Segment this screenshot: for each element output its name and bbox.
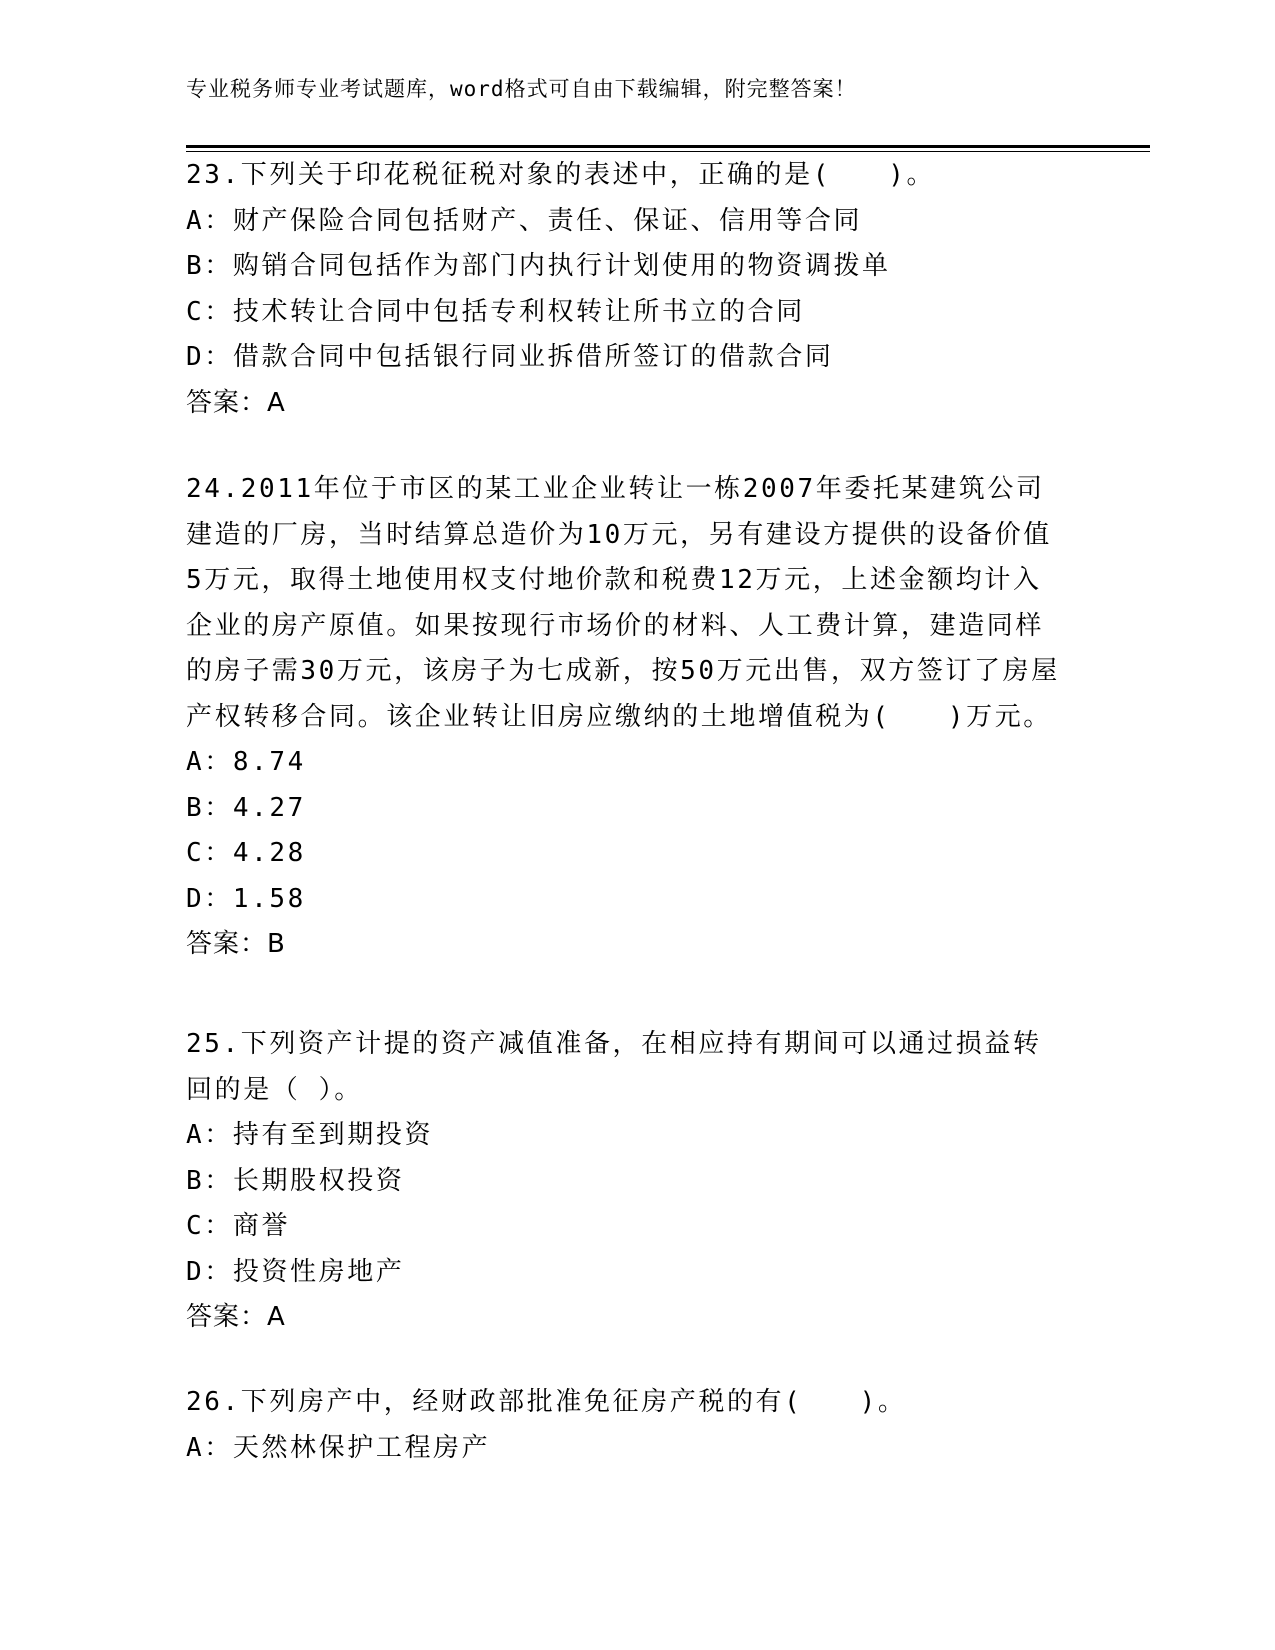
option-d: D：投资性房地产 <box>186 1256 405 1287</box>
answer-line: 答案：B <box>186 929 286 959</box>
option-d: D：1.58 <box>186 883 306 914</box>
question-24 <box>186 467 1070 968</box>
option-b: B：长期股权投资 <box>186 1165 405 1196</box>
option-b: B：4.27 <box>186 792 306 823</box>
page-header: 专业税务师专业考试题库，word格式可自由下载编辑，附完整答案！ <box>186 77 857 101</box>
option-b: B：购销合同包括作为部门内执行计划使用的物资调拨单 <box>186 251 891 281</box>
header-divider-thick <box>186 145 1150 148</box>
option-c: C：技术转让合同中包括专利权转让所书立的合同 <box>186 296 805 327</box>
option-d: D：借款合同中包括银行同业拆借所签订的借款合同 <box>186 342 834 372</box>
option-a: A：8.74 <box>186 747 306 777</box>
question-stem: 24.2011年位于市区的某工业企业转让一栋2007年委托某建筑公司建造的厂房，当时结算总造价为10万元，另有建设方提供的设备价值5万元，取得土地使用权支付地价款和税费12万元，上述金额均计入企业的房产原值。如果按现行市场价的材料、人工费计算，建造同样的房子需30万元，该房子为七成新，按50万元出售，双方签订了房屋产权转移合同。该企业转让旧房应缴纳的土地增值税为( )万元。 <box>186 474 1060 732</box>
question-stem: 25.下列资产计提的资产减值准备，在相应持有期间可以通过损益转回的是（ ）。 <box>186 1029 1042 1105</box>
option-a: A：持有至到期投资 <box>186 1120 434 1150</box>
option-a: A：天然林保护工程房产 <box>186 1432 491 1463</box>
option-a: A：财产保险合同包括财产、责任、保证、信用等合同 <box>186 205 863 236</box>
question-23 <box>186 153 1070 426</box>
header-divider-thin <box>186 151 1150 152</box>
question-26 <box>186 1380 1070 1471</box>
option-c: C：商誉 <box>186 1211 291 1241</box>
option-c: C：4.28 <box>186 838 306 868</box>
answer-line: 答案：A <box>186 387 286 418</box>
question-25 <box>186 1022 1070 1341</box>
question-stem: 26.下列房产中，经财政部批准免征房产税的有( )。 <box>186 1387 907 1417</box>
answer-line: 答案：A <box>186 1302 286 1332</box>
question-stem: 23.下列关于印花税征税对象的表述中，正确的是( )。 <box>186 160 936 190</box>
